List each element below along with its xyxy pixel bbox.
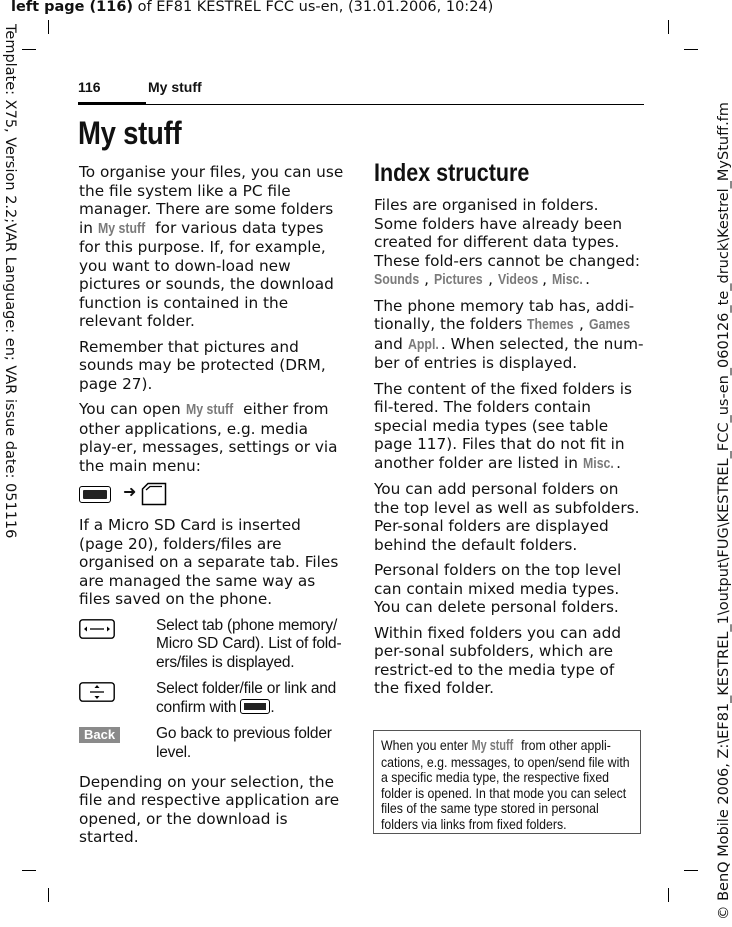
page-title: My stuff bbox=[78, 115, 182, 151]
definition-text: Go back to previous folder level. bbox=[156, 725, 332, 762]
videos-keyword: Videos bbox=[497, 272, 539, 288]
text: Files are organised in folders. Some folders have already been created for different data types. These fold-ers cannot be changed: bbox=[374, 196, 640, 270]
text: The phone memory tab has, addi-tionally, the folders bbox=[374, 296, 635, 333]
misc-keyword: Misc. bbox=[551, 272, 583, 288]
open-paragraph bbox=[79, 400, 347, 475]
filter-paragraph bbox=[374, 380, 644, 474]
section-heading: Index structure bbox=[374, 159, 530, 187]
my-stuff-keyword: My stuff bbox=[471, 738, 513, 754]
definition-row bbox=[79, 680, 347, 717]
phone-memory-paragraph bbox=[374, 297, 644, 373]
print-header bbox=[11, 0, 493, 15]
left-margin-text bbox=[0, 0, 20, 927]
print-header-bold: left page (116) bbox=[11, 0, 134, 15]
mixed-media-paragraph: Personal folders on the top level can contain mixed media types. You can delete personal folders. bbox=[374, 561, 622, 616]
print-header-rest: of EF81 KESTREL FCC us-en, (31.01.2006, 10:24) bbox=[133, 0, 494, 15]
subfolders-paragraph: Within fixed folders you can add per-sonal subfolders, which are restrict-ed to the media type of the fixed folder. bbox=[374, 623, 622, 697]
definition-row bbox=[79, 617, 347, 673]
definition-text bbox=[156, 680, 347, 717]
my-stuff-keyword: My stuff bbox=[97, 220, 146, 237]
misc-keyword: Misc. bbox=[582, 455, 614, 472]
micro-sd-paragraph: If a Micro SD Card is inserted (page 20), folders/files are organised on a separate tab. Files are managed the same way as files saved on the phone. bbox=[79, 516, 339, 608]
text: . When selected, the num-ber of entries is displayed. bbox=[374, 334, 644, 372]
template-info: Template: X75, Version 2.2;VAR Language: en; VAR issue date: 051116 bbox=[2, 24, 18, 539]
my-stuff-keyword: My stuff bbox=[185, 402, 233, 418]
header-rule-thick bbox=[78, 102, 146, 105]
copyright-path: © BenQ Mobile 2006, Z:\EF81_KESTREL_1\output\FUG\KESTREL_FCC_us-en_060126_te_druck\Kestrel_MyStuff.fm bbox=[716, 102, 732, 920]
note-box bbox=[373, 730, 641, 834]
crop-mark bbox=[684, 870, 698, 871]
intro-paragraph bbox=[79, 163, 347, 331]
crop-mark bbox=[22, 870, 36, 871]
text: . bbox=[585, 270, 591, 288]
text: , bbox=[578, 315, 589, 333]
crop-mark bbox=[48, 888, 49, 902]
crop-mark bbox=[668, 888, 669, 902]
text: . bbox=[270, 698, 275, 716]
running-section-title: My stuff bbox=[148, 79, 202, 95]
text: , bbox=[542, 270, 552, 288]
text: . bbox=[616, 453, 621, 472]
crop-mark bbox=[684, 49, 698, 50]
note-text bbox=[381, 738, 636, 833]
text: either from other applications, e.g. media play-er, messages, settings or via the main menu: bbox=[79, 400, 338, 475]
back-softkey-label: Back bbox=[79, 727, 120, 743]
text: and bbox=[374, 334, 408, 353]
arrow-icon: ➜ bbox=[123, 482, 137, 501]
menu-path bbox=[79, 482, 347, 510]
header-rule bbox=[146, 104, 644, 105]
crop-mark bbox=[48, 20, 49, 34]
text: The content of the fixed folders is fil-tered. The folders contain special media types (see table page 117). Files that do not fit in another folder are listed in bbox=[374, 379, 632, 472]
key-definitions bbox=[79, 617, 347, 763]
menu-key-icon bbox=[79, 486, 111, 503]
right-column bbox=[374, 196, 644, 705]
text: , bbox=[424, 270, 434, 288]
definition-row bbox=[79, 725, 347, 762]
text: for various data types for this purpose. If, for example, you want to down-load new pictures or sounds, the download function is contained in the relevant folder. bbox=[79, 218, 334, 330]
definition-text: Select tab (phone memory/ Micro SD Card). List of fold-ers/files is displayed. bbox=[156, 616, 342, 671]
appl-keyword: Appl. bbox=[407, 336, 439, 353]
personal-folders-paragraph: You can add personal folders on the top level as well as subfolders. Per-sonal folders are displayed behind the default folders. bbox=[374, 480, 640, 554]
nav-up-down-icon bbox=[79, 682, 115, 702]
folders-paragraph bbox=[374, 196, 644, 290]
drm-paragraph: Remember that pictures and sounds may be protected (DRM, page 27). bbox=[79, 337, 326, 393]
folder-icon bbox=[141, 482, 167, 506]
result-paragraph: Depending on your selection, the file and respective application are opened, or the download is started. bbox=[79, 772, 340, 847]
games-keyword: Games bbox=[588, 317, 630, 333]
page-number: 116 bbox=[78, 79, 101, 95]
nav-left-right-icon bbox=[79, 619, 115, 639]
pictures-keyword: Pictures bbox=[433, 272, 483, 288]
themes-keyword: Themes bbox=[527, 317, 574, 333]
crop-mark bbox=[22, 49, 36, 50]
text: Select folder/file or link and confirm with bbox=[156, 680, 337, 716]
crop-mark bbox=[668, 20, 669, 34]
text: When you enter bbox=[381, 737, 472, 753]
text: To organise your files, you can use the file system like a PC file manager. There are some folders in bbox=[79, 163, 344, 237]
left-column bbox=[79, 163, 347, 854]
text: from other appli-cations, e.g. messages, to open/send file with a specific media type, the respective fixed folder is opened. In that mode you can select files of the same type stored in personal folders via links from fixed folders. bbox=[381, 737, 630, 832]
confirm-key-icon bbox=[240, 699, 270, 714]
text: , bbox=[488, 270, 498, 288]
sounds-keyword: Sounds bbox=[374, 272, 420, 288]
text: You can open bbox=[79, 400, 186, 418]
